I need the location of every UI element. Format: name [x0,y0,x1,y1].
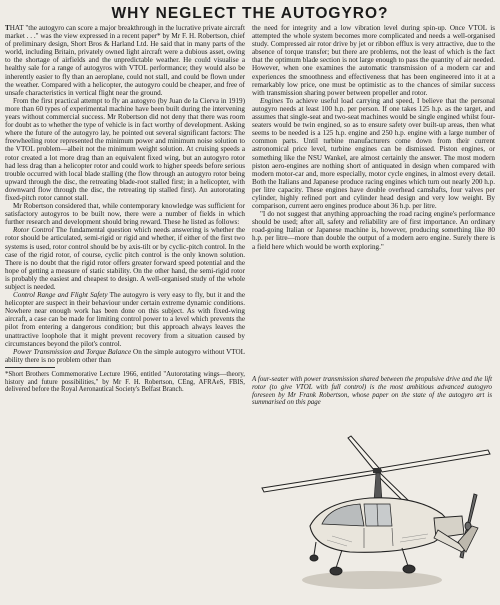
section-heading: Control Range and Flight Safety [13,291,108,300]
footnote-divider [5,367,55,368]
paragraph-power-transmission [5,348,245,364]
section-heading: Rotor Control [13,226,54,235]
paragraph-text: HAT "the autogyro can score a major breakthrough in the lucrative private aircraft market . . ." was the view expressed in a recent paper* by Mr F. H. Robertson, chief of preliminary design, Short Bros & Harland Ltd. He said that in many parts of the world, including Britain, privately owned light aircraft were a dubious asset, owing to the shortage of airfields and the unpredictable weather. He could visualise a healthy sale for a range of autogyros with VTOL performance; they would also be inherently easier to fly than an aeroplane, could not stall, and could be flown under the weather. Compared with a helicopter, the autogyro could be cheaper, and free of unsafe characteristics in vertical flight near the ground. [5,24,245,97]
section-heading: Power Transmission and Torque Balance [13,347,132,356]
paragraph-text: The fundamental question which needs answering is whether the rotor should be articulated, semi-rigid or rigid and whether, if either of the first two systems is used, rotor control should be by axis-tilt or by cyclic-pitch control. In the case of the rigid rotor, of course, cyclic pitch control is the only known solution. There is no doubt that the rigid rotor offers greater forward speed potential and the hope of getting a measure of static stability. On the other hand, the semi-rigid rotor is probably the easiest and cheapest to design. A well-organised study of the whole subject is needed. [5,226,245,291]
footnote: *Short Brothers Commemorative Lecture 1966, entitled "Autorotating wings—theory, history and future possibilities," by Mr F. H. Robertson, CEng, AFRAeS, FBIS, delivered before the Royal Aeronautical Society's Belfast Branch. [5,370,245,394]
paragraph-text: The autogyro is very easy to fly, but it and the helicopter are suspect in their behaviour under certain extreme dynamic conditions. Nowhere near enough work has been done on this subject. As with fixed-wing aircraft, a case can be made for limiting control power to a level which prevents the pilot from entering a dangerous condition; but this approach always leaves the unattractive loophole that it might prevent recovery from a situation caused by circumstances beyond the pilot's control. [5,291,245,348]
paragraph-control-range [5,291,245,348]
section-heading: Engines [260,96,284,105]
paragraph-intro [5,24,245,97]
figure-caption: A four-seater with power transmission shared between the propulsive drive and the lift rotor (to give VTOL with full control) is the most ambitious advanced autogyro foreseen by Mr Frank Robertson, whose paper on the state of the autogyro art is summarised on this page [252,376,492,407]
article-title: WHY NEGLECT THE AUTOGYRO? [111,5,389,22]
paragraph-text: On the simple autogyro without VTOL ability there is no problem other than [5,347,245,364]
paragraph: the need for integrity and a low vibration level during spin-up. Once VTOL is attempted the whole system becomes more complicated and needs a well-organised study. Compressed air rotor drive by jet or ribbon efflux is very attractive, due to the absence of torque transfer; but there are problems, not the least of which is the fact that the optimum blade section is not large enough to pass the quantity of air needed. However, when one examines the automatic transmission of a modern car and experiences the smoothness and effectiveness that has been engineered into it at a remarkably low price, one must be optimistic as to the chances of similar success with transmission sharing power between propeller and rotor. [252,24,495,97]
paragraph-quote: "I do not suggest that anything approaching the road racing engine's performance should be used; after all, safety and reliability are of first importance. An ordinary road-going Italian or Japanese machine is, however, producing something like 80 h.p. per litre—more than double the output of a modern aero engine. Surely there is a field here which would be worth exploring." [252,210,495,251]
paragraph: From the first practical attempt to fly an autogyro (by Juan de la Cierva in 1919) more than 60 types of experimental machine have been built during the intervening years without commercial success. Mr Robertson did not deny that there was room for doubt as to whether the type of vehicle is in fact worthy of development. Asking where the future of the autogyro lay, he pointed out several significant factors: The freewheeling rotor represented the minimum power and minimum noise solution to the VTOL problem—albeit not the minimum weight solution. At cruising speeds a rotor created a lot more drag than an equivalent fixed wing, but an autogyro rotor had less drag than a helicopter rotor and could work to higher speeds before serious trouble occurred with local blade stalling (the flow through an autogyro rotor being upward through the disc, the retreating blade-root stalled first; in a helicopter, with downward flow through the disc, the retreating tip stalled first). An autorotating fixed-pitch rotor cannot stall. [5,96,245,202]
cockpit-canopy [322,504,364,526]
paragraph-engines [252,97,495,210]
rotor-hub [373,468,381,473]
autogyro-illustration [252,430,495,600]
right-column [252,24,495,369]
drop-cap: T [5,24,10,32]
paragraph-rotor-control [5,226,245,291]
ground-shadow [302,571,442,589]
paragraph-text: To achieve useful load carrying and speed, I believe that the personal autogyro needs at least 100 h.p. per person. If one takes 125 h.p. as the target, and assumes that single-seat and two-seat machines would be single engined whilst four-seaters would be twin engined, so as to ensure safety over built-up areas, then what seems to be needed is a 125 h.p. engine and 250 h.p. engine with a large number of common parts. Until turbine manufacturers come down from their current astronomical price level, turbine engines can be dismissed. Piston engines, or something like the NSU Wankel, are almost certainly the answer. The most modern piston aero-engines are nothing short of antiquated in design when compared with modern motor-car and, more especially, motor cycle engines, in almost every detail. Both the Italians and Japanese produce racing engines which turn out nearly 200 h.p. per litre capacity. These engines have double overhead camshafts, four valves per cylinder, highly refined port and cylinder head design and very low weight. By comparison, current aero engines produce about 36 h.p. per litre. [252,96,495,211]
paragraph: Mr Robertson considered that, while contemporary knowledge was sufficient for satisfactory autogyros to be built now, there were a number of fields in which further research and development should bring reward. These he listed as follows: [5,202,245,227]
left-column [5,24,245,602]
